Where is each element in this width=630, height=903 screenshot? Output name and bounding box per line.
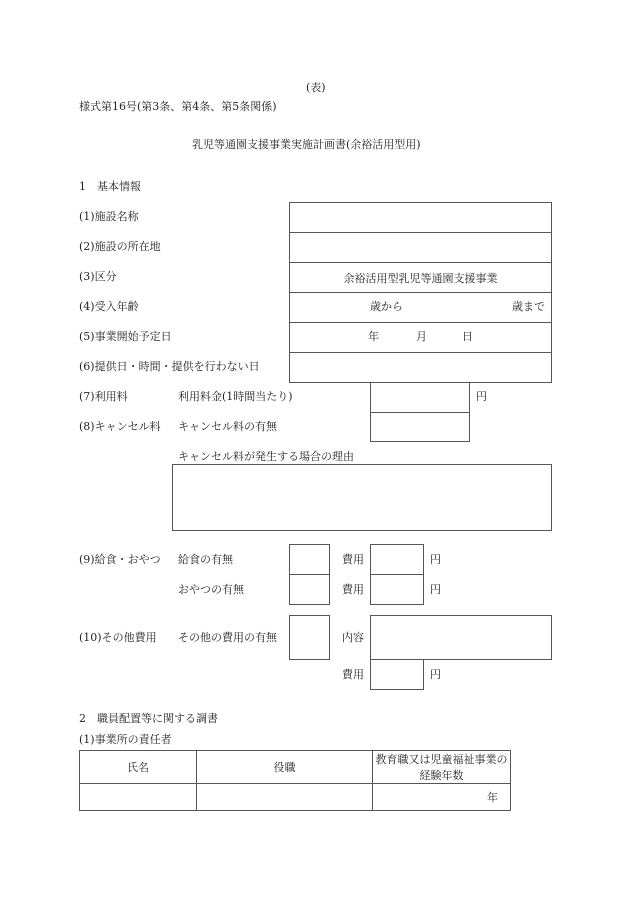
facility-address-field[interactable]	[289, 232, 552, 263]
category-value: 余裕活用型乳児等通園支援事業	[343, 271, 498, 285]
day-text: 日	[462, 330, 473, 343]
other-cost-label: 費用	[342, 668, 364, 681]
name-cell[interactable]	[80, 784, 197, 811]
col-experience-header: 教育職又は児童福祉事業の経験年数	[373, 751, 511, 784]
category-label: (3)区分	[79, 270, 117, 283]
facility-name-label: (1)施設名称	[79, 210, 139, 223]
snack-yen: 円	[430, 583, 441, 596]
year-text: 年	[368, 330, 379, 343]
other-field[interactable]	[289, 615, 330, 660]
snack-cost-label: 費用	[342, 583, 364, 596]
manager-label: (1)事業所の責任者	[79, 733, 172, 746]
cancel-label: (8)キャンセル料	[79, 420, 161, 433]
meal-label: (9)給食・おやつ	[79, 553, 161, 566]
col-name-header: 氏名	[80, 751, 197, 784]
service-days-label: (6)提供日・時間・提供を行わない日	[79, 360, 260, 373]
age-from-text: 歳から	[370, 300, 403, 313]
snack-cost-field[interactable]	[370, 574, 424, 605]
meal-cost-field[interactable]	[370, 544, 424, 575]
content-field[interactable]	[370, 615, 552, 660]
other-cost-field[interactable]	[370, 659, 424, 690]
content-label: 内容	[342, 631, 364, 644]
col-role-header: 役職	[197, 751, 373, 784]
fee-yen: 円	[476, 390, 487, 403]
age-label: (4)受入年齢	[79, 300, 139, 313]
meal-yen: 円	[430, 553, 441, 566]
category-field	[289, 262, 552, 293]
other-yen: 円	[430, 668, 441, 681]
facility-name-field[interactable]	[289, 202, 552, 233]
cancel-reason-label: キャンセル料が発生する場合の理由	[178, 450, 354, 463]
cancel-field[interactable]	[370, 412, 470, 442]
manager-table	[79, 750, 511, 811]
snack-field[interactable]	[289, 574, 330, 605]
page-title: 乳児等通園支援事業実施計画書(余裕活用型用)	[192, 138, 421, 151]
start-date-field[interactable]	[289, 322, 552, 353]
form-number: 様式第16号(第3条、第4条、第5条関係)	[79, 100, 277, 113]
meal-sub-label: 給食の有無	[178, 553, 233, 566]
fee-sub-label: 利用料金(1時間当たり)	[178, 390, 293, 403]
facility-address-label: (2)施設の所在地	[79, 240, 161, 253]
section2-heading: 2 職員配置等に関する調書	[79, 712, 218, 725]
month-text: 月	[416, 330, 427, 343]
table-row	[80, 784, 511, 811]
start-date-label: (5)事業開始予定日	[79, 330, 172, 343]
cancel-sub-label: キャンセル料の有無	[178, 420, 277, 433]
snack-sub-label: おやつの有無	[178, 583, 244, 596]
meal-cost-label: 費用	[342, 553, 364, 566]
fee-label: (7)利用料	[79, 390, 128, 403]
other-sub-label: その他の費用の有無	[178, 631, 277, 644]
other-label: (10)その他費用	[79, 631, 157, 644]
meal-field[interactable]	[289, 544, 330, 575]
service-days-field[interactable]	[289, 352, 552, 383]
years-text: 年	[487, 791, 498, 804]
fee-field[interactable]	[370, 382, 470, 413]
age-field[interactable]	[289, 292, 552, 323]
section1-heading: 1 基本情報	[79, 180, 141, 193]
table-header-row	[80, 751, 511, 784]
experience-cell[interactable]	[373, 784, 511, 811]
role-cell[interactable]	[197, 784, 373, 811]
age-to-text: 歳まで	[512, 300, 545, 313]
front-label: (表)	[306, 81, 326, 94]
cancel-reason-field[interactable]	[172, 464, 552, 531]
